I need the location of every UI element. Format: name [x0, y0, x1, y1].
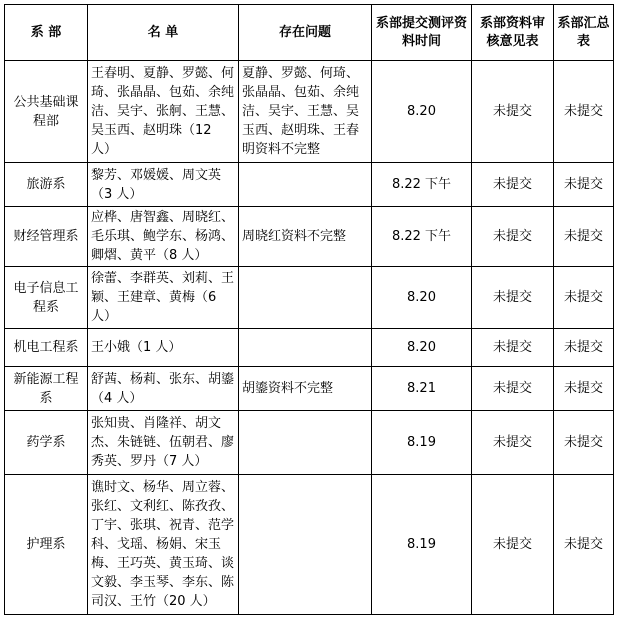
review-status-cell: 未提交 — [472, 267, 554, 329]
dept-cell: 财经管理系 — [5, 207, 88, 267]
dept-cell: 药学系 — [5, 411, 88, 475]
issue-cell: 周晓红资料不完整 — [239, 207, 372, 267]
submit-time-cell: 8.22 下午 — [372, 163, 472, 207]
names-cell: 张知贵、肖隆祥、胡文杰、朱链链、伍朝君、廖秀英、罗丹（7 人） — [88, 411, 239, 475]
table-row — [5, 163, 614, 207]
table-row — [5, 61, 614, 163]
summary-status-cell: 未提交 — [554, 329, 614, 367]
submit-time-cell: 8.20 — [372, 329, 472, 367]
review-status-cell: 未提交 — [472, 411, 554, 475]
header-issues: 存在问题 — [239, 5, 372, 61]
names-cell: 王小娥（1 人） — [88, 329, 239, 367]
header-summary: 系部汇总表 — [554, 5, 614, 61]
table-row — [5, 267, 614, 329]
names-cell: 王春明、夏静、罗懿、何琦、张晶晶、包茹、余纯洁、吴宇、张舸、王慧、吴玉西、赵明珠（12 人） — [88, 61, 239, 163]
names-cell: 黎芳、邓媛媛、周文英（3 人） — [88, 163, 239, 207]
names-cell: 谯时文、杨华、周立蓉、张红、文利红、陈孜孜、丁宇、张琪、祝青、范学科、戈瑶、杨娟、宋玉梅、王巧英、黄玉琦、谈文毅、李玉琴、李东、陈司汉、王竹（20 人） — [88, 475, 239, 615]
issue-cell — [239, 475, 372, 615]
table-row — [5, 207, 614, 267]
dept-cell: 新能源工程系 — [5, 367, 88, 411]
issue-cell: 夏静、罗懿、何琦、张晶晶、包茹、余纯洁、吴宇、王慧、吴玉西、赵明珠、王春明资料不完整 — [239, 61, 372, 163]
summary-status-cell: 未提交 — [554, 475, 614, 615]
table-row — [5, 411, 614, 475]
dept-cell: 电子信息工程系 — [5, 267, 88, 329]
summary-status-cell: 未提交 — [554, 207, 614, 267]
dept-cell: 旅游系 — [5, 163, 88, 207]
summary-status-cell: 未提交 — [554, 267, 614, 329]
summary-status-cell: 未提交 — [554, 163, 614, 207]
dept-cell: 机电工程系 — [5, 329, 88, 367]
submit-time-cell: 8.19 — [372, 475, 472, 615]
names-cell: 舒茜、杨莉、张东、胡鎏（4 人） — [88, 367, 239, 411]
submit-time-cell: 8.21 — [372, 367, 472, 411]
evaluation-status-table — [4, 4, 614, 615]
header-submit-time: 系部提交测评资料时间 — [372, 5, 472, 61]
table-row — [5, 475, 614, 615]
header-row — [5, 5, 614, 61]
summary-status-cell: 未提交 — [554, 411, 614, 475]
review-status-cell: 未提交 — [472, 475, 554, 615]
table-row — [5, 367, 614, 411]
issue-cell: 胡鎏资料不完整 — [239, 367, 372, 411]
issue-cell — [239, 329, 372, 367]
issue-cell — [239, 267, 372, 329]
submit-time-cell: 8.22 下午 — [372, 207, 472, 267]
summary-status-cell: 未提交 — [554, 367, 614, 411]
table-row — [5, 329, 614, 367]
dept-cell: 护理系 — [5, 475, 88, 615]
review-status-cell: 未提交 — [472, 367, 554, 411]
header-review: 系部资料审核意见表 — [472, 5, 554, 61]
issue-cell — [239, 163, 372, 207]
review-status-cell: 未提交 — [472, 61, 554, 163]
header-dept: 系 部 — [5, 5, 88, 61]
header-names: 名 单 — [88, 5, 239, 61]
issue-cell — [239, 411, 372, 475]
submit-time-cell: 8.19 — [372, 411, 472, 475]
names-cell: 徐蕾、李群英、刘莉、王颖、王建章、黄梅（6 人） — [88, 267, 239, 329]
review-status-cell: 未提交 — [472, 207, 554, 267]
submit-time-cell: 8.20 — [372, 61, 472, 163]
review-status-cell: 未提交 — [472, 163, 554, 207]
summary-status-cell: 未提交 — [554, 61, 614, 163]
dept-cell: 公共基础课程部 — [5, 61, 88, 163]
submit-time-cell: 8.20 — [372, 267, 472, 329]
names-cell: 应桦、唐智鑫、周晓红、毛乐琪、鲍学东、杨鸿、卿熠、黄平（8 人） — [88, 207, 239, 267]
review-status-cell: 未提交 — [472, 329, 554, 367]
